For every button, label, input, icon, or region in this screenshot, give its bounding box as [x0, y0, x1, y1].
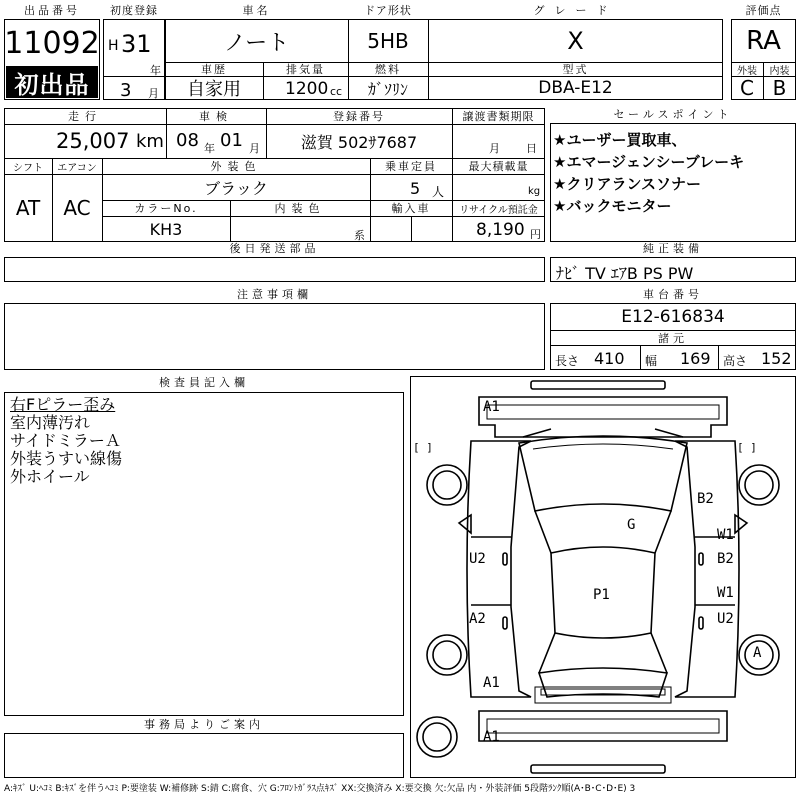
- load-label: 最大積載量: [468, 160, 529, 173]
- inspection-month: 01: [220, 130, 243, 151]
- length-label: 長さ: [555, 354, 580, 368]
- damage-mark-left-rear: A1: [483, 675, 500, 691]
- score-value: RA: [746, 26, 781, 56]
- color-no-label: カラーNo.: [134, 202, 198, 215]
- notes-label: 注意事項欄: [4, 288, 545, 304]
- footer-legend: A:ｷｽﾞ U:ﾍｺﾐ B:ｷｽﾞを伴うﾍｺﾐ P:要塗装 W:補修跡 S:錆 C:腐食、穴 G:ﾌﾛﾝﾄｶﾞﾗｽ点ｷｽﾞ XX:交換済み X:要交換 欠:欠品 内・外装評価 5段階ﾗﾝｸ順(A･B･C･D･E) 3: [4, 784, 636, 794]
- exterior-label: 外装: [737, 65, 757, 77]
- capacity-label: 乗車定員: [385, 160, 437, 173]
- transfer-month: 月: [489, 142, 500, 155]
- capacity-value: 5: [410, 179, 421, 198]
- year-unit: 年: [150, 64, 161, 77]
- recycle-unit: 円: [530, 228, 541, 241]
- office-label: 事務局よりご案内: [4, 718, 404, 734]
- car-name-label: 車名: [165, 4, 348, 20]
- lot-number-label: 出品番号: [4, 4, 100, 20]
- damage-mark-left-front-door: U2: [469, 551, 486, 567]
- int-color-unit: 系: [354, 229, 365, 242]
- registration-number: 滋賀 502ｻ7687: [300, 132, 418, 152]
- inspector-note: サイドミラーＡ: [10, 431, 121, 450]
- height-label: 高さ: [723, 354, 748, 368]
- left-bracket-icon: [ ]: [413, 441, 433, 454]
- chassis-label: 車台番号: [550, 288, 796, 304]
- lot-number: 11092: [4, 25, 100, 61]
- dims-label: 諸元: [658, 331, 688, 345]
- reg-label: 登録番号: [333, 110, 385, 123]
- damage-mark-right-front-door-2: B2: [717, 551, 734, 567]
- damage-mark-right-front-door-1: W1: [717, 527, 734, 543]
- displacement-label: 排気量: [286, 63, 325, 76]
- inspection-year: 08: [176, 130, 199, 151]
- history-value: 自家用: [187, 79, 241, 100]
- sales-point-item: ★クリアランスソナー: [553, 175, 701, 193]
- height-value: 152: [761, 349, 792, 368]
- inspector-note: 外装うすい線傷: [10, 449, 123, 468]
- damage-mark-front-bumper: A1: [483, 399, 500, 415]
- grade-label: グレード: [428, 4, 723, 20]
- ac-value: AC: [63, 196, 91, 220]
- mileage-value: 25,007: [56, 129, 130, 153]
- sales-point-item: ★バックモニター: [553, 197, 672, 215]
- model-value: DBA-E12: [538, 78, 613, 98]
- ext-color-value: ブラック: [204, 178, 268, 198]
- damage-mark-right-rear-door-1: W1: [717, 585, 734, 601]
- transfer-day: 日: [526, 142, 537, 155]
- sales-point-item: ★エマージェンシーブレーキ: [553, 153, 745, 171]
- inspector-note: 室内薄汚れ: [10, 413, 91, 432]
- fuel-label: 燃料: [375, 63, 401, 76]
- ac-label: エアコン: [57, 162, 97, 174]
- door-label: ドア形状: [348, 4, 428, 20]
- width-value: 169: [680, 349, 711, 368]
- shift-label: シフト: [13, 162, 43, 174]
- damage-mark-right-rear-wheel: A: [753, 645, 762, 661]
- later-parts-label: 後日発送部品: [4, 242, 545, 258]
- history-label: 車歴: [201, 63, 227, 76]
- shift-value: AT: [15, 196, 41, 220]
- score-label: 評価点: [731, 4, 796, 20]
- transfer-label: 譲渡書類期限: [462, 110, 535, 123]
- inspector-note: 右Fピラー歪み: [10, 395, 116, 414]
- fuel-value: ｶﾞｿﾘﾝ: [367, 79, 408, 99]
- sales-points-label: セールスポイント: [550, 108, 796, 124]
- inspection-month-unit: 月: [249, 142, 260, 155]
- capacity-unit: 人: [432, 185, 445, 199]
- month-unit: 月: [148, 87, 159, 100]
- era-mark: H: [108, 38, 119, 54]
- registration-month: 3: [120, 80, 132, 101]
- inspection-year-unit: 年: [204, 142, 215, 155]
- chassis-number: E12-616834: [621, 307, 725, 327]
- right-bracket-icon: [ ]: [737, 441, 757, 454]
- first-listing-badge: 初出品: [6, 66, 98, 98]
- length-value: 410: [594, 349, 625, 368]
- mileage-label: 走行: [68, 110, 102, 123]
- car-name: ノート: [223, 30, 290, 56]
- recycle-value: 8,190: [476, 220, 525, 240]
- car-diagram: [410, 376, 796, 778]
- import-label: 輸入車: [391, 202, 431, 215]
- interior-grade: B: [772, 76, 787, 100]
- load-unit: kg: [528, 186, 541, 197]
- color-no-value: KH3: [149, 219, 183, 239]
- width-label: 幅: [645, 354, 658, 368]
- mileage-unit: km: [136, 131, 164, 152]
- inspector-note: 外ホイール: [10, 467, 90, 486]
- car-outline-diagram: [411, 377, 795, 777]
- equipment-label: 純正装備: [550, 242, 796, 258]
- displacement-unit: cc: [330, 85, 343, 98]
- equipment-value: ﾅﾋﾞ TV ｴｱB PS PW: [556, 264, 694, 283]
- grade-value: X: [567, 27, 584, 55]
- damage-mark-rear-bumper: A1: [483, 729, 500, 745]
- exterior-grade: C: [740, 76, 754, 100]
- damage-mark-hood: G: [627, 517, 636, 533]
- door-type: 5HB: [367, 29, 409, 53]
- damage-mark-right-front: B2: [697, 491, 714, 507]
- ext-color-label: 外装色: [210, 160, 262, 173]
- damage-mark-right-rear-door-2: U2: [717, 611, 734, 627]
- recycle-label: リサイクル預託金: [459, 204, 538, 216]
- first-registration-label: 初度登録: [103, 4, 165, 20]
- inspector-label: 検査員記入欄: [4, 376, 404, 393]
- damage-mark-roof: P1: [593, 587, 610, 603]
- sales-point-item: ★ユーザー買取車、: [553, 131, 687, 149]
- interior-label: 内装: [769, 65, 790, 77]
- damage-mark-left-rear-door: A2: [469, 611, 486, 627]
- int-color-label: 内装色: [274, 202, 326, 215]
- inspection-label: 車検: [199, 110, 233, 123]
- registration-year: 31: [121, 30, 152, 58]
- model-label: 型式: [562, 63, 589, 76]
- displacement-value: 1200: [285, 79, 329, 99]
